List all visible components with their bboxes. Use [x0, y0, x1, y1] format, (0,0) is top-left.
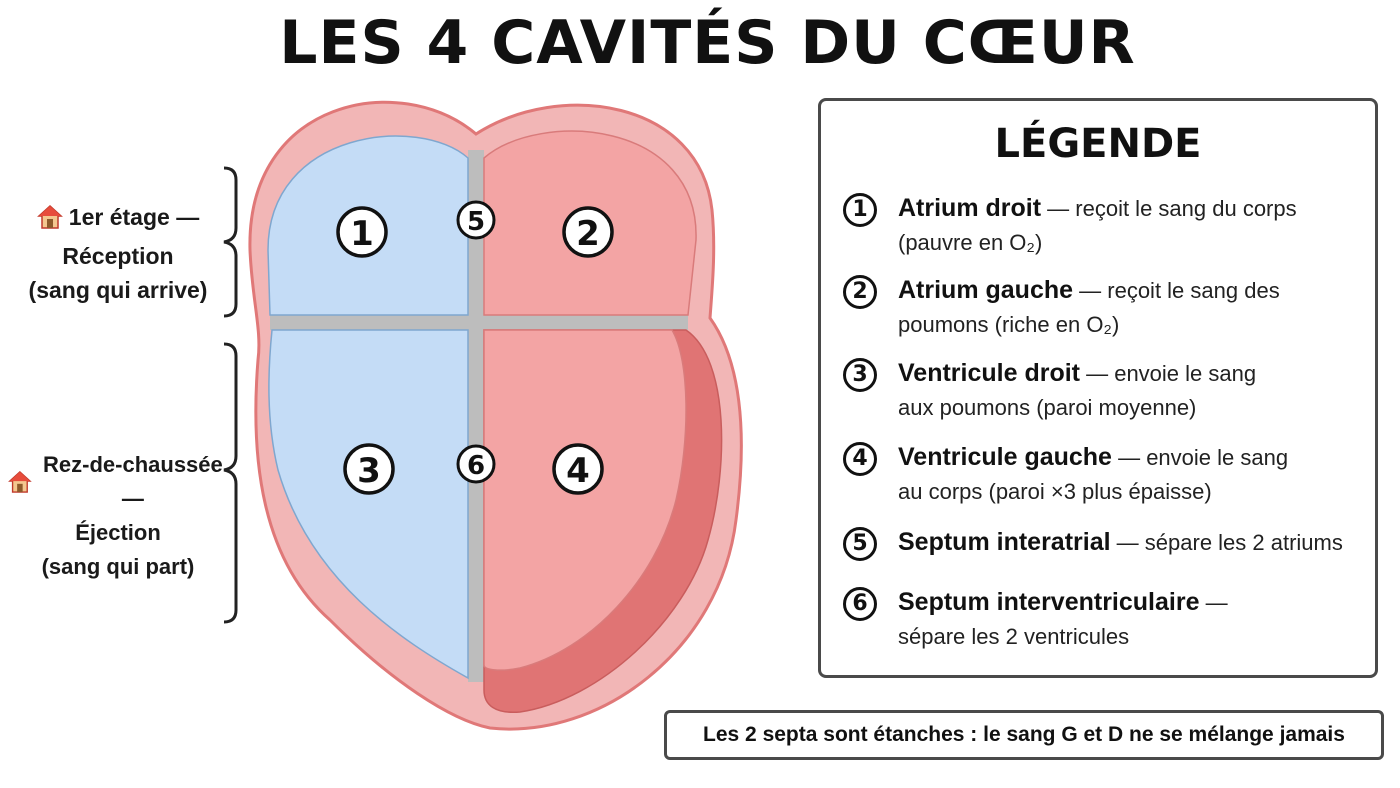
- chamber-number-2: 2: [576, 214, 600, 254]
- level-bottom-line1: Rez-de-chaussée —: [43, 452, 223, 511]
- legend-item-desc: — reçoit le sang des: [1073, 278, 1280, 303]
- legend-number: 3: [843, 358, 877, 392]
- legend-item-name: Atrium gauche: [898, 276, 1074, 304]
- chamber-number-4: 4: [566, 451, 590, 491]
- chamber-marker-4: [554, 445, 602, 493]
- chamber-number-1: 1: [350, 214, 374, 254]
- legend-item-text: [898, 440, 1368, 509]
- page-title: LES 4 CAVITÉS DU CŒUR: [279, 8, 1136, 78]
- legend-item-name: Atrium droit: [898, 194, 1042, 222]
- legend-item-desc-line2: poumons (riche en O₂): [898, 312, 1120, 337]
- legend-item-desc: — sépare les 2 atriums: [1110, 530, 1343, 555]
- level-bottom-line3: (sang qui part): [41, 554, 195, 579]
- bracket-top: [224, 168, 236, 316]
- legend-item-name: Ventricule droit: [898, 359, 1080, 387]
- septum-number-6: 6: [466, 451, 486, 481]
- legend-item-text: [898, 273, 1368, 342]
- legend-item-text: [898, 356, 1368, 425]
- legend-number: 4: [843, 442, 877, 476]
- septum-interventricular-bg: [468, 322, 484, 682]
- chamber-number-3: 3: [357, 451, 381, 491]
- chamber-marker-2: [564, 208, 612, 256]
- bracket-bottom: [224, 344, 236, 622]
- level-top-line3: (sang qui arrive): [28, 277, 208, 303]
- legend-title: LÉGENDE: [994, 121, 1202, 167]
- level-top-line1: 1er étage —: [68, 204, 200, 230]
- legend-item-text: [898, 191, 1368, 260]
- legend-item-desc-line2: (pauvre en O₂): [898, 230, 1043, 255]
- legend-item-desc: —: [1199, 590, 1228, 615]
- septum-interatrial-bg: [468, 150, 484, 330]
- legend-panel: [818, 98, 1378, 678]
- legend-item-desc: — envoie le sang: [1111, 445, 1289, 470]
- septum-number-5: 5: [466, 207, 486, 237]
- legend-item-name: Septum interatrial: [898, 528, 1111, 556]
- level-bottom-line2: Éjection: [75, 520, 161, 545]
- septum-marker-5: [458, 202, 494, 238]
- legend-item-name: Ventricule gauche: [898, 443, 1112, 471]
- legend-item-name: Septum interventriculaire: [898, 588, 1200, 616]
- legend-item-text: [898, 525, 1368, 560]
- legend-number: 1: [843, 193, 877, 227]
- legend-item-desc-line2: sépare les 2 ventricules: [898, 624, 1130, 649]
- chamber-marker-1: [338, 208, 386, 256]
- legend-number: 2: [843, 275, 877, 309]
- legend-number: 5: [843, 527, 877, 561]
- legend-item-text: [898, 585, 1368, 654]
- legend-item-desc: — reçoit le sang du corps: [1041, 196, 1297, 221]
- legend-item-desc-line2: au corps (paroi ×3 plus épaisse): [898, 479, 1212, 504]
- level-top-line2: Réception: [62, 243, 174, 269]
- legend-number: 6: [843, 587, 877, 621]
- legend-item-desc: — envoie le sang: [1079, 361, 1257, 386]
- septum-marker-6: [458, 446, 494, 482]
- footer-note: Les 2 septa sont étanches : le sang G et D ne se mélange jamais: [664, 710, 1384, 760]
- legend-item-desc-line2: aux poumons (paroi moyenne): [898, 395, 1197, 420]
- chamber-marker-3: [345, 445, 393, 493]
